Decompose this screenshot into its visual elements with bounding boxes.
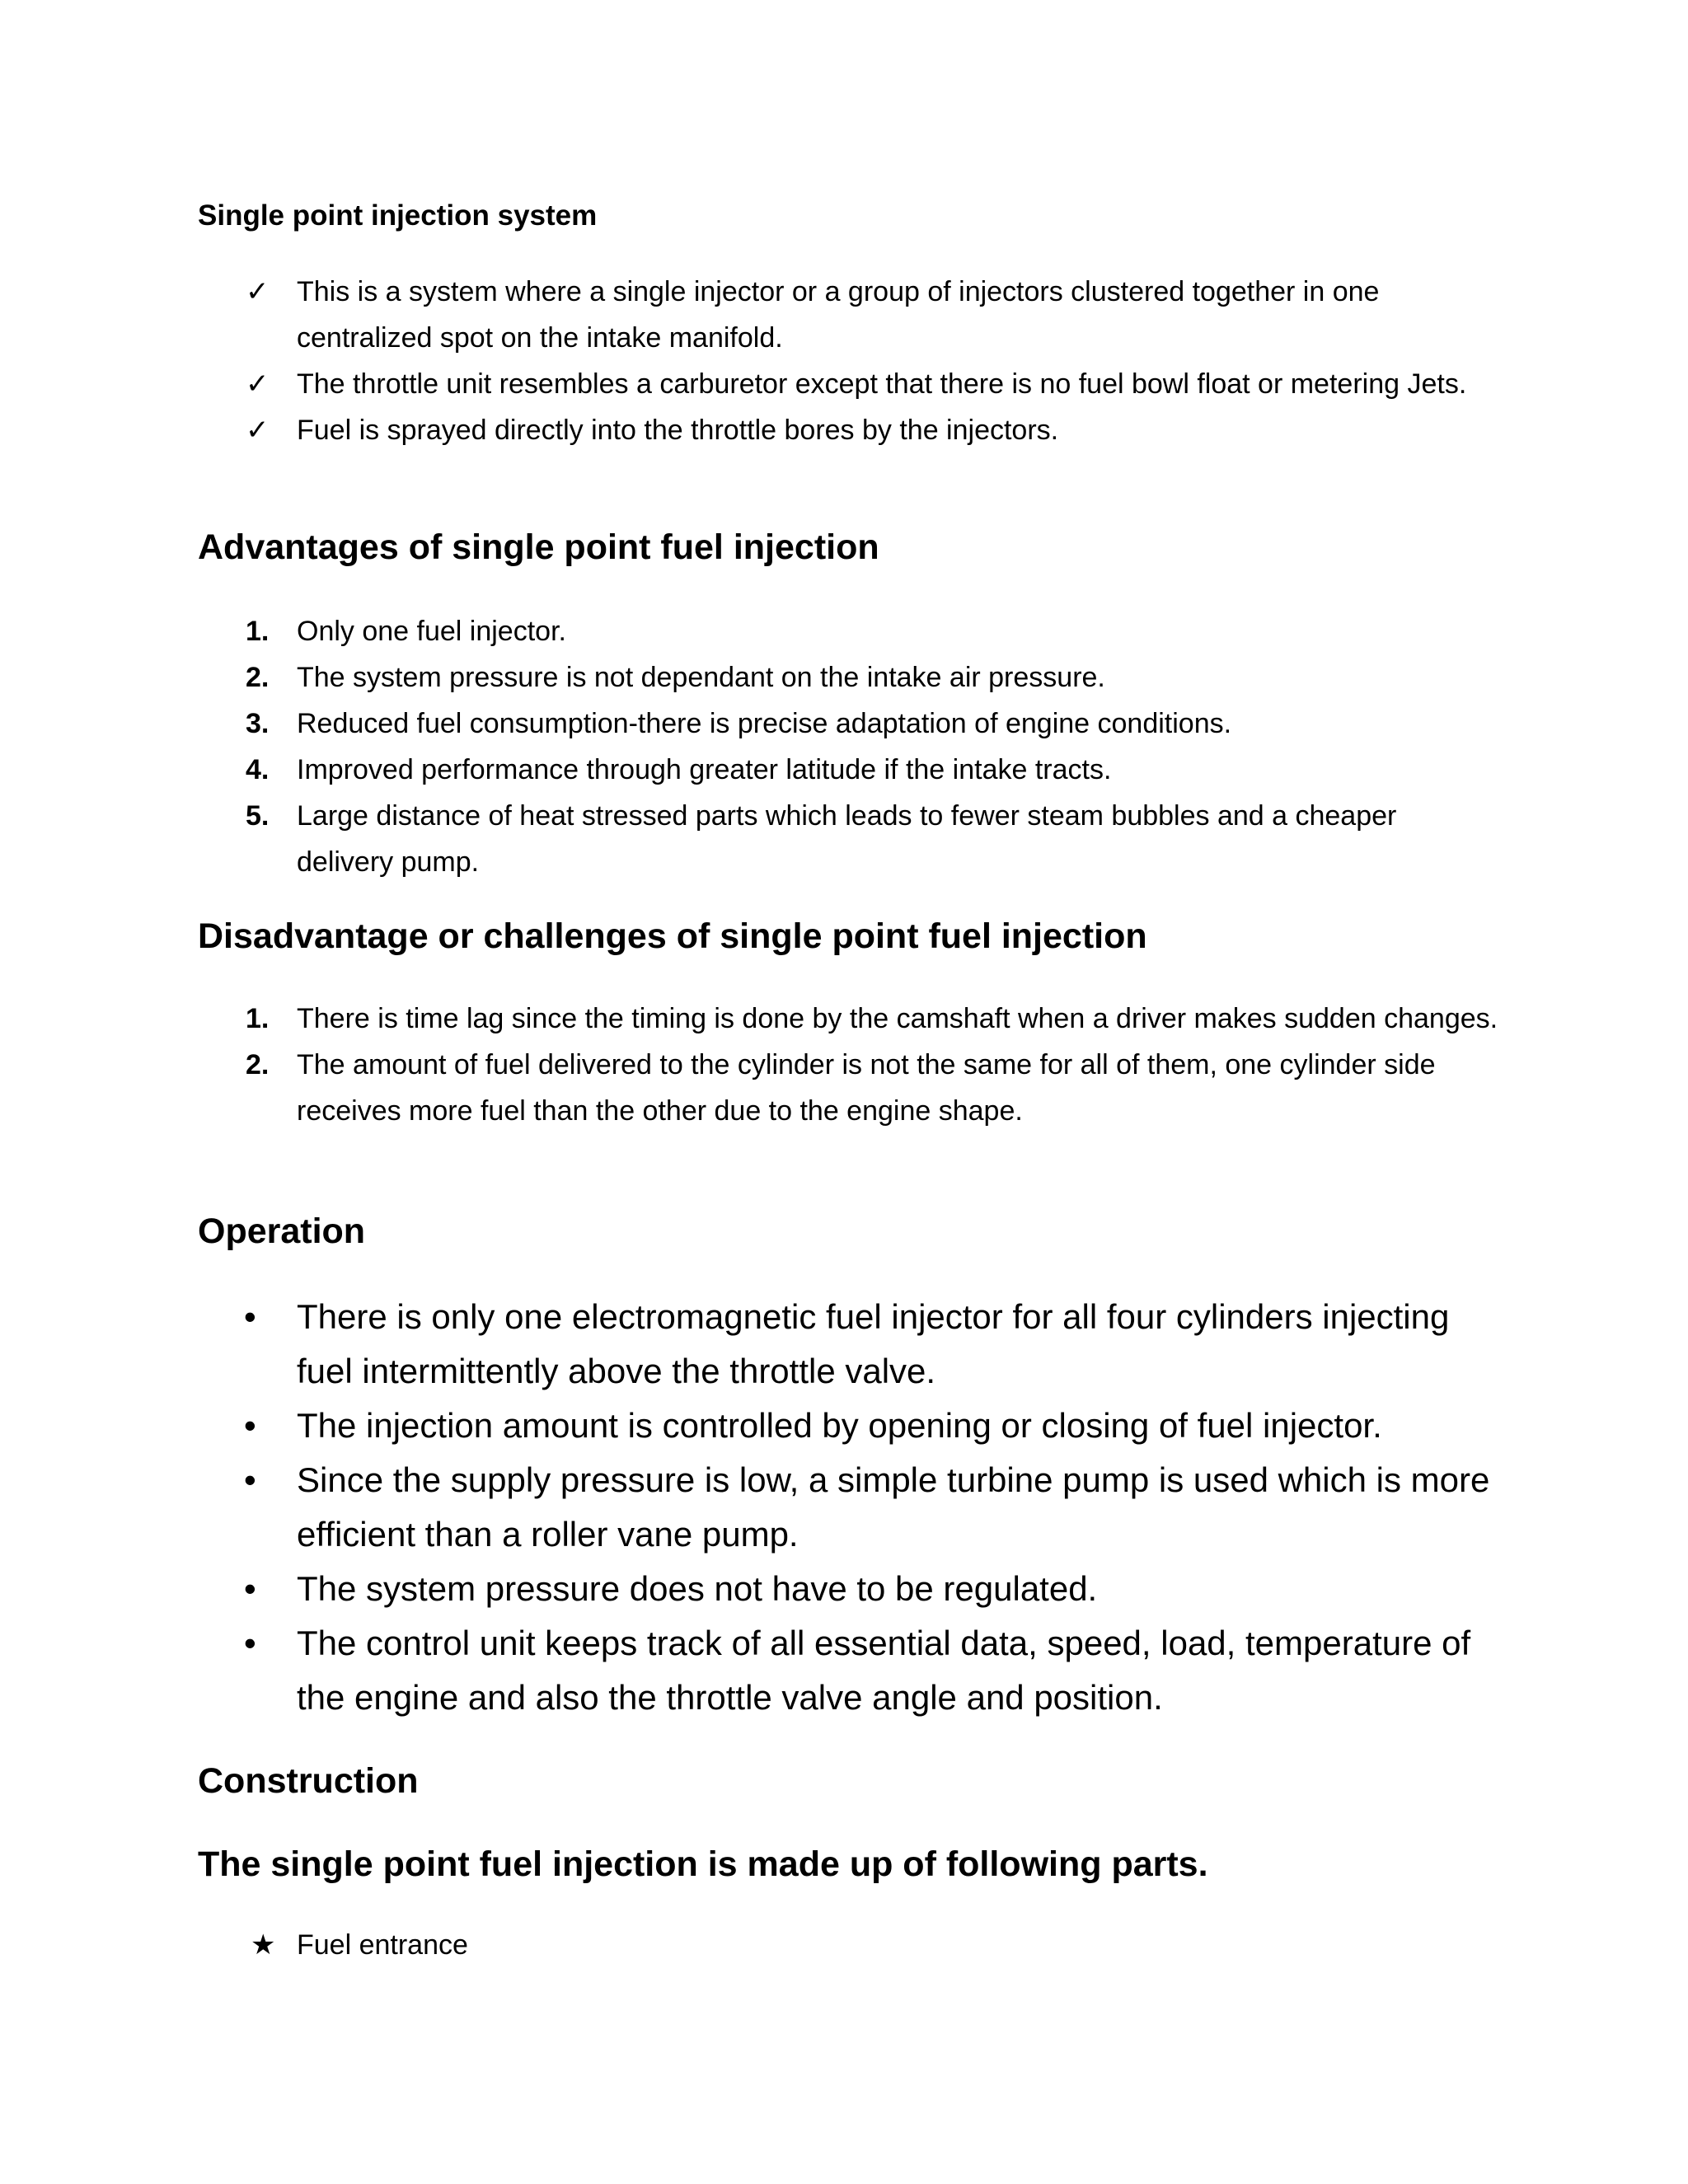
list-item — [198, 1290, 1517, 1399]
list-item — [198, 1616, 1517, 1725]
list-item-text: Since the supply pressure is low, a simple turbine pump is used which is more efficient than a roller vane pump. — [297, 1460, 1490, 1554]
list-item — [198, 1042, 1517, 1134]
list-item-text: Reduced fuel consumption-there is precise adaptation of engine conditions. — [297, 708, 1232, 739]
list-item — [198, 1453, 1517, 1562]
bullet-list-operation — [198, 1290, 1517, 1725]
section-heading-operation: Operation — [198, 1212, 366, 1251]
list-number: 1. — [246, 1003, 270, 1034]
bullet-icon: • — [244, 1297, 256, 1336]
list-item-text: Fuel is sprayed directly into the throttle bores by the injectors. — [297, 415, 1059, 446]
list-item-text: There is time lag since the timing is done by the camshaft when a driver makes sudden changes. — [297, 1003, 1498, 1034]
list-item — [198, 701, 1517, 747]
list-item-text: Large distance of heat stressed parts which leads to fewer steam bubbles and a cheaper delivery pump. — [297, 800, 1397, 878]
list-item-text: This is a system where a single injector or a group of injectors clustered together in one centralized spot on the intake manifold. — [297, 276, 1380, 354]
list-item — [198, 361, 1517, 407]
list-item-text: The amount of fuel delivered to the cylinder is not the same for all of them, one cylinder side receives more fuel than the other due to the engine shape. — [297, 1049, 1436, 1127]
section-heading-parts: The single point fuel injection is made up of following parts. — [198, 1844, 1208, 1884]
bullet-icon: • — [244, 1624, 256, 1662]
list-item — [198, 793, 1517, 885]
section-heading-advantages: Advantages of single point fuel injection — [198, 527, 879, 567]
list-item-text: The control unit keeps track of all essential data, speed, load, temperature of the engine and also the throttle valve angle and position. — [297, 1624, 1471, 1717]
list-item — [198, 996, 1517, 1042]
list-item — [198, 654, 1517, 701]
list-number: 2. — [246, 1049, 270, 1080]
list-item-text: The throttle unit resembles a carburetor except that there is no fuel bowl float or metering Jets. — [297, 368, 1467, 400]
bullet-icon: • — [244, 1406, 256, 1445]
list-number: 4. — [246, 754, 270, 785]
list-number: 3. — [246, 708, 270, 739]
star-icon: ★ — [251, 1929, 276, 1961]
list-item-text: Only one fuel injector. — [297, 616, 566, 647]
list-item — [198, 407, 1517, 453]
list-item-text: Fuel entrance — [297, 1929, 468, 1961]
bullet-icon: • — [244, 1569, 256, 1608]
check-icon: ✓ — [246, 415, 270, 446]
bullet-icon: • — [244, 1460, 256, 1499]
checklist-definition — [198, 269, 1517, 453]
check-icon: ✓ — [246, 276, 270, 307]
section-heading-disadvantages: Disadvantage or challenges of single point fuel injection — [198, 916, 1147, 956]
list-number: 1. — [246, 616, 270, 647]
list-item — [198, 747, 1517, 793]
list-item-text: There is only one electromagnetic fuel injector for all four cylinders injecting fuel intermittently above the throttle valve. — [297, 1297, 1450, 1390]
star-list-parts — [198, 1922, 1517, 1968]
section-heading-single-point-injection-system: Single point injection system — [198, 199, 598, 232]
list-item — [198, 269, 1517, 361]
list-item-text: The system pressure does not have to be regulated. — [297, 1569, 1098, 1608]
list-item-text: The system pressure is not dependant on the intake air pressure. — [297, 662, 1105, 693]
list-number: 2. — [246, 662, 270, 693]
list-item — [198, 1399, 1517, 1453]
section-heading-construction: Construction — [198, 1761, 419, 1801]
numbered-list-advantages — [198, 608, 1517, 885]
list-item-text: The injection amount is controlled by opening or closing of fuel injector. — [297, 1406, 1382, 1445]
list-item-text: Improved performance through greater latitude if the intake tracts. — [297, 754, 1112, 785]
list-number: 5. — [246, 800, 270, 832]
list-item — [198, 608, 1517, 654]
numbered-list-disadvantages — [198, 996, 1517, 1134]
check-icon: ✓ — [246, 368, 270, 400]
list-item — [198, 1922, 1517, 1968]
list-item — [198, 1562, 1517, 1616]
